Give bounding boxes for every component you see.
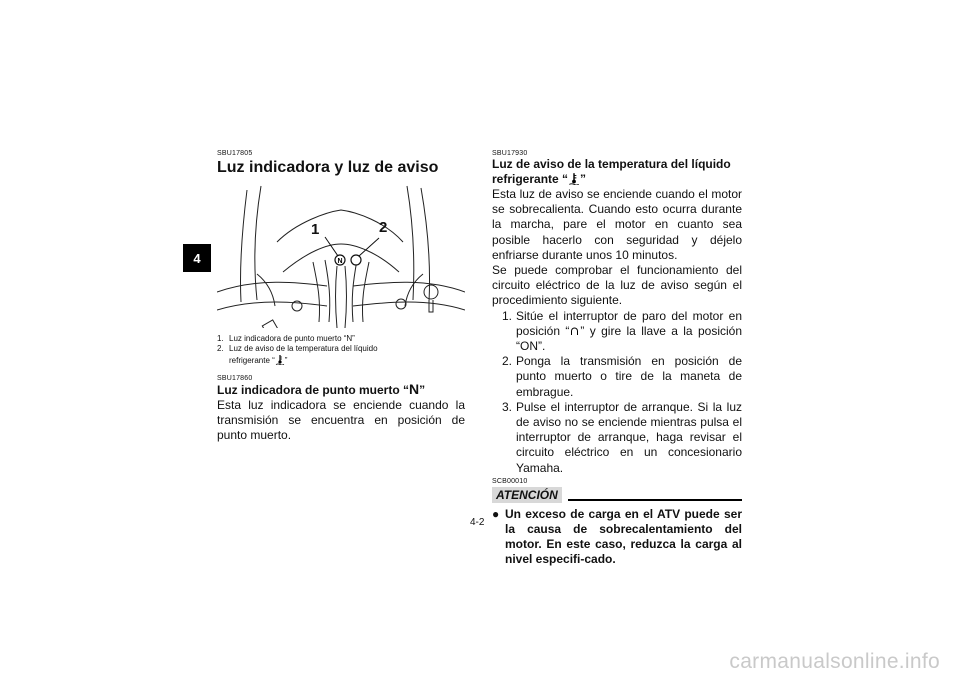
handlebar-drawing [217,182,465,328]
watermark: carmanualsonline.info [729,650,940,673]
chapter-number: 4 [193,250,201,266]
caption-1: 1. Luz indicadora de punto muerto “N” [217,334,355,343]
section-title-line1: Luz de aviso de la temperatura del líquido [492,157,731,171]
notice-header [492,487,742,503]
neutral-light-description: Esta luz indicadora se enciende cuando la transmisión se encuentra en posición de punto muerto. [217,398,465,443]
step-3: 3. Pulse el interruptor de arranque. Si la luz de aviso no se enciende mientras pulsa el interruptor de arranque, haga revisar el circuito eléctrico en un concesionario Yamaha. [502,399,742,475]
chapter-tab [183,244,211,272]
dashboard-illustration [217,182,465,328]
figure-captions [217,334,465,366]
step-1: 1. Sitúe el interruptor de paro del motor en posición “ ” y gire la llave a la posición “ON”. [502,308,742,354]
callout-2: 2 [379,219,388,236]
thermometer-icon [568,172,580,185]
right-column [492,150,742,568]
check-procedure-steps [502,309,742,476]
section-title: Luz indicadora y luz de aviso [217,159,439,176]
section-title-line2: refrigerante “ ” [492,172,587,186]
overheat-description: Esta luz de aviso se enciende cuando el motor se sobrecalienta. Cuando esto ocurra durante la marcha, pare el motor en cuanto sea posible hacerlo con seguridad y déjelo enfriarse durante unos 10 minutos. [492,187,742,262]
notice-rule [568,499,742,501]
subsection-code: SBU17860 [217,375,253,382]
callout-line-2 [359,238,379,256]
page-number: 4-2 [470,517,485,528]
engine-run-icon [569,326,580,337]
section-code: SBU17930 [492,150,528,157]
caption-2: 2. Luz de aviso de la temperatura del líquido refrigerante “ ” [217,344,378,365]
bullet-dot-icon: ● [492,506,500,521]
thermometer-icon [275,354,285,365]
subsection-title: Luz indicadora de punto muerto “N” [217,381,426,397]
coolant-temperature-light [351,255,361,265]
callout-1: 1 [311,221,320,238]
step-2: 2. Ponga la transmisión en posición de punto muerto o tire de la maneta de embrague. [502,354,742,399]
notice-code: SCB00010 [492,477,528,485]
atencion-label: ATENCIÓN [492,487,562,503]
check-procedure-intro: Se puede comprobar el funcionamiento del circuito eléctrico de la luz de aviso según el procedimiento siguiente. [492,263,742,308]
notice-bullet: ● Un exceso de carga en el ATV puede ser la causa de sobrecalentamiento del motor. En este caso, reduzca la carga al nivel especifi-cado. [492,506,742,567]
left-column [217,150,465,444]
section-code: SBU17805 [217,150,253,157]
neutral-light-letter: N [337,258,343,265]
neutral-symbol: N [409,381,420,397]
